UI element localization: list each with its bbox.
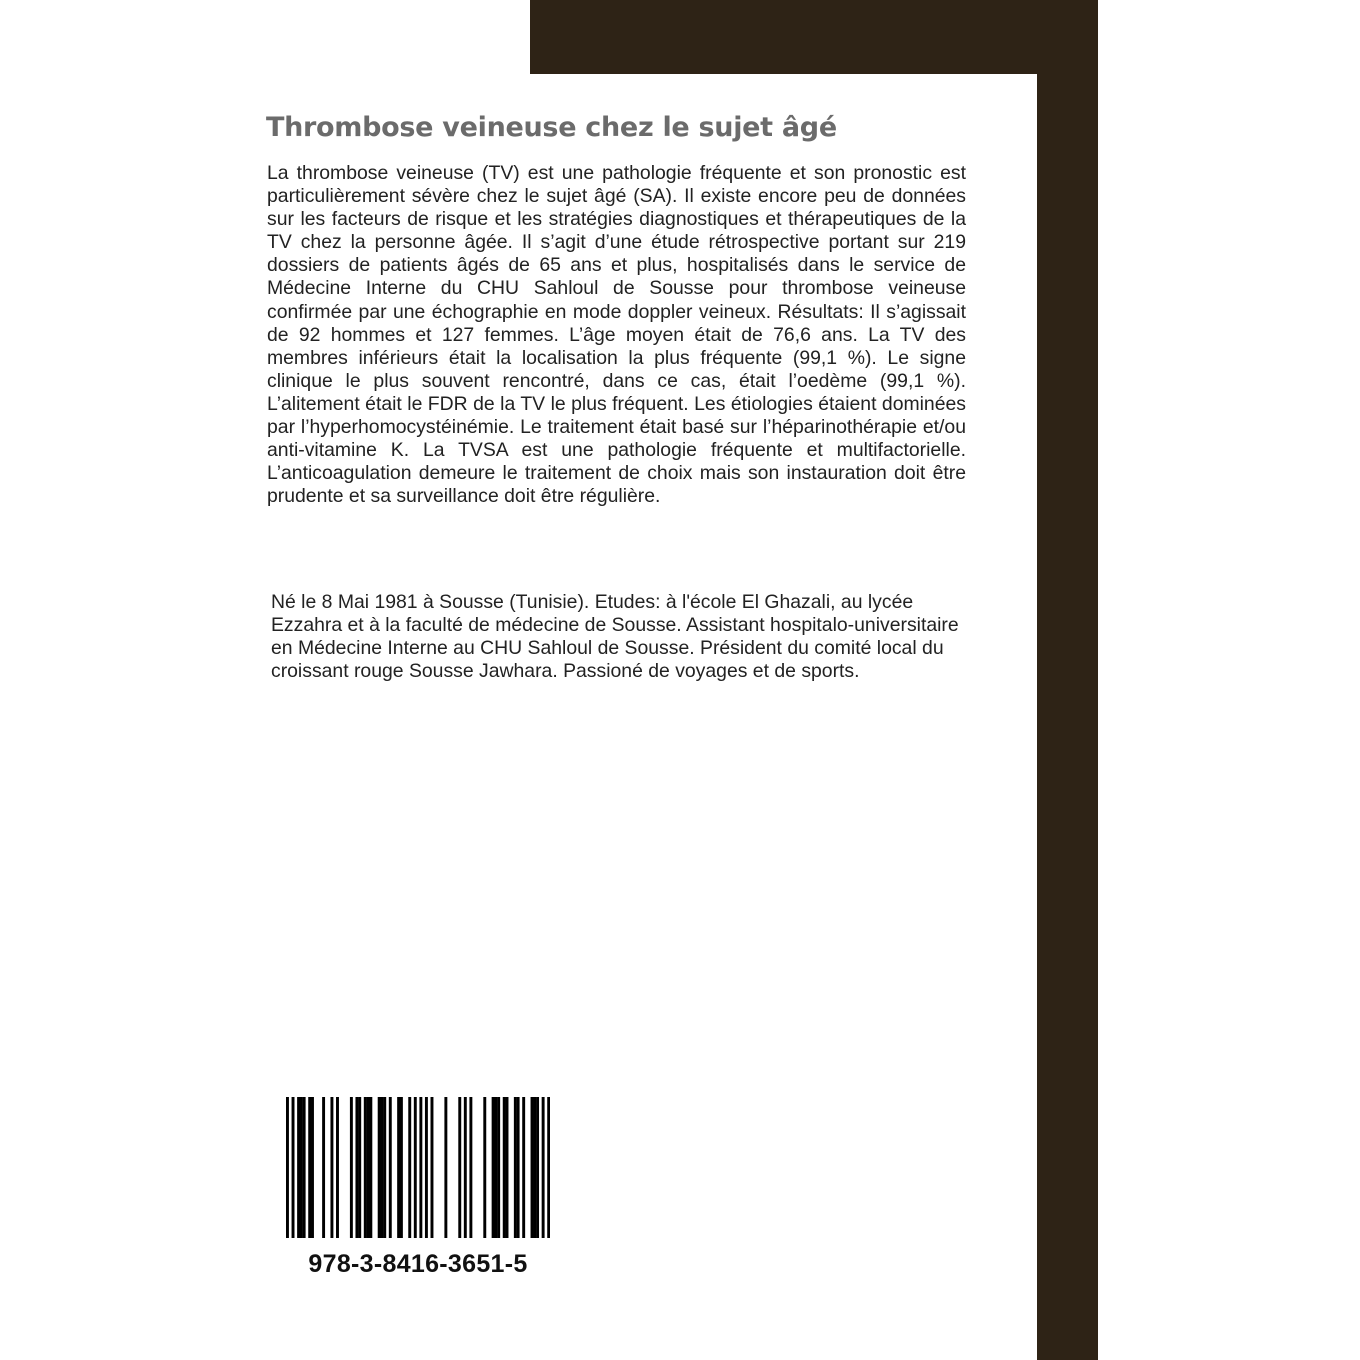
- barcode-bar: [414, 1097, 417, 1238]
- barcode-bar: [497, 1097, 500, 1238]
- barcode-bar: [380, 1097, 383, 1238]
- barcode-bar: [336, 1097, 339, 1238]
- barcode-bar: [300, 1097, 303, 1238]
- barcode-bar: [322, 1097, 325, 1238]
- barcode-bar: [431, 1097, 434, 1238]
- barcode-bar: [483, 1097, 486, 1238]
- barcode-bar: [383, 1097, 386, 1238]
- book-abstract: La thrombose veineuse (TV) est une pathologie fréquente et son pronostic est particulièrement sévère chez le sujet âgé (SA). Il existe encore peu de données sur les facteurs de risque et les stratégies diagnostiques et thérapeutiques de la TV chez la personne âgée. Il s’agit d’une étude rétrospective portant sur 219 dossiers de patients âgés de 65 ans et plus, hospitalisés dans le service de Médecine Interne du CHU Sahloul de Sousse pour thrombose veineuse confirmée par une échographie en mode doppler veineux. Résultats: Il s’agissait de 92 hommes et 127 femmes. L’âge moyen était de 76,6 ans. La TV des membres inférieurs était la localisation la plus fréquente (99,1 %). Le signe clinique le plus souvent rencontré, dans ce cas, était l’oedème (99,1 %). L’alitement était le FDR de la TV le plus fréquent. Les étiologies étaient dominées par l’hyperhomocystéinémie. Le traitement était basé sur l’héparinothérapie et/ou anti-vitamine K. La TVSA est une pathologie fréquente et multifactorielle. L’anticoagulation demeure le traitement de choix mais son instauration doit être prudente et sa surveillance doit être régulière.: [267, 162, 966, 508]
- barcode-bar: [492, 1097, 495, 1238]
- barcode-bar: [506, 1097, 509, 1238]
- barcode-bar: [419, 1097, 422, 1238]
- author-bio: Né le 8 Mai 1981 à Sousse (Tunisie). Etudes: à l'école El Ghazali, au lycée Ezzahra et à la faculté de médecine de Sousse. Assistant hospitalo-universitaire en Médecine Interne au CHU Sahloul de Sousse. Président du comité local du croissant rouge Sousse Jawhara. Passioné de voyages et de sports.: [271, 591, 959, 682]
- barcode-bar: [297, 1097, 300, 1238]
- book-title: Thrombose veineuse chez le sujet âgé: [266, 112, 837, 143]
- top-color-band: [530, 0, 1098, 74]
- barcode-bar: [389, 1097, 392, 1238]
- barcode-bar: [517, 1097, 520, 1238]
- barcode-icon: [286, 1097, 550, 1238]
- barcode-bar: [444, 1097, 447, 1238]
- barcode-bar: [522, 1097, 525, 1238]
- barcode-bar: [458, 1097, 461, 1238]
- isbn-number: 978-3-8416-3651-5: [308, 1250, 528, 1278]
- barcode-bar: [514, 1097, 517, 1238]
- barcode-bar: [533, 1097, 536, 1238]
- barcode-bar: [358, 1097, 361, 1238]
- barcode-bar: [469, 1097, 472, 1238]
- barcode-bar: [397, 1097, 400, 1238]
- barcode-bar: [531, 1097, 534, 1238]
- barcode-bar: [464, 1097, 467, 1238]
- barcode-bar: [400, 1097, 403, 1238]
- barcode-bar: [311, 1097, 314, 1238]
- barcode-bar: [286, 1097, 289, 1238]
- barcode-bar: [425, 1097, 428, 1238]
- barcode-bar: [367, 1097, 370, 1238]
- barcode-bar: [350, 1097, 353, 1238]
- barcode-bar: [503, 1097, 506, 1238]
- barcode-bar: [369, 1097, 372, 1238]
- spine-color-band: [1037, 0, 1098, 1360]
- barcode-bar: [364, 1097, 367, 1238]
- barcode-bar: [378, 1097, 381, 1238]
- barcode-bar: [303, 1097, 306, 1238]
- barcode-bar: [494, 1097, 497, 1238]
- barcode-bar: [308, 1097, 311, 1238]
- barcode-bar: [536, 1097, 539, 1238]
- barcode-bar: [547, 1097, 550, 1238]
- barcode-bar: [542, 1097, 545, 1238]
- barcode-bar: [408, 1097, 411, 1238]
- barcode-bar: [330, 1097, 333, 1238]
- barcode-bar: [355, 1097, 358, 1238]
- barcode-bar: [292, 1097, 295, 1238]
